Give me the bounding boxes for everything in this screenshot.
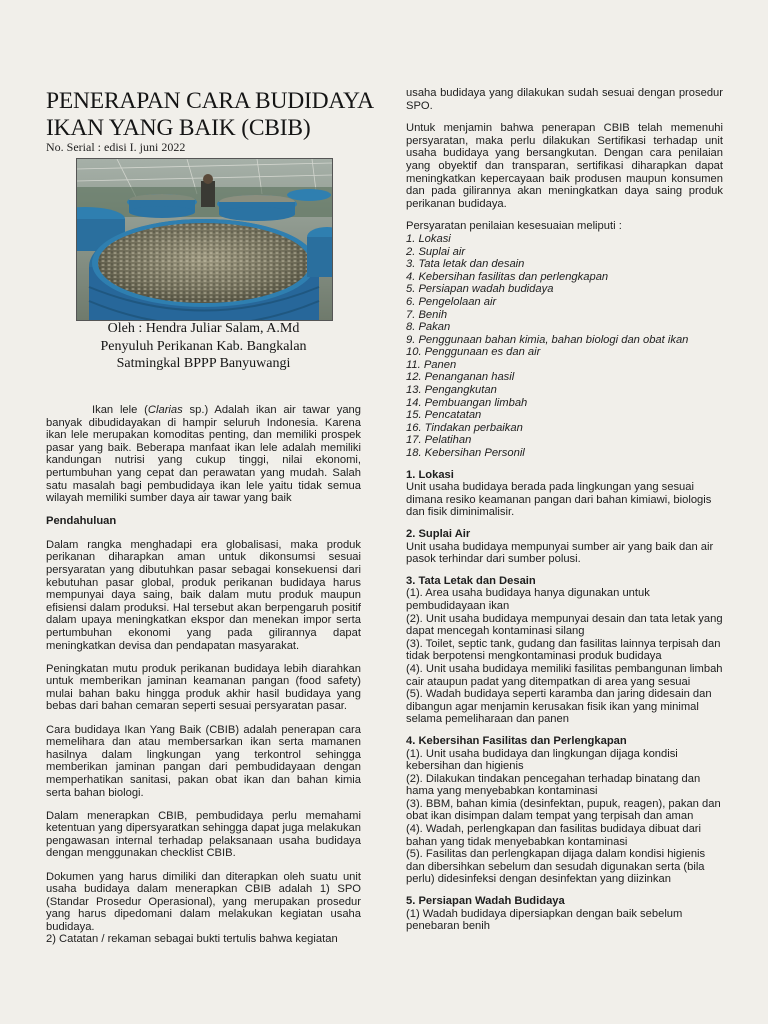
list-item: 10. Penggunaan es dan air (406, 346, 541, 359)
paragraph-text: 2) Catatan / rekaman sebagai bukti tertulis bahwa kegiatan (46, 933, 338, 946)
list-item: (4). Unit usaha budidaya memiliki fasilitas pembangunan limbah cair ataupun padat yang ditempatkan di area yang sesuai (406, 662, 723, 688)
right-column (406, 87, 723, 942)
list-item: 16. Tindakan perbaikan (406, 421, 523, 434)
list-item: (3). Toilet, septic tank, gudang dan fasilitas lainnya terpisah dan tidak berpotensi mengkontaminasi produk budidaya (406, 637, 721, 663)
list-item: 3. Tata letak dan desain (406, 258, 525, 271)
list-item: 2. Suplai air (406, 245, 466, 258)
section-heading: 1. Lokasi (406, 468, 454, 481)
list-item: (1). Unit usaha budidaya dan lingkungan dijaga kondisi kebersihan dan higienis (406, 747, 678, 773)
requirements-list (406, 233, 723, 460)
list-item: 7. Benih (406, 308, 448, 321)
paragraph-text: Dokumen yang harus dimiliki dan diterapkan oleh suatu unit usaha budidaya dalam menerapkan CBIB adalah 1) SPO (Standar Prosedur Operasional), yang merupakan prosedur yang harus dipedomani dalam melakukan kegiatan usaha budidaya. (46, 870, 361, 933)
list-item: 15. Pencatatan (406, 409, 482, 422)
list-item: 1. Lokasi (406, 232, 451, 245)
list-item: (5). Fasilitas dan perlengkapan dijaga dalam kondisi higienis dan dibersihkan sebelum dan sesudah digunakan serta (bila perlu) didesinfeksi dengan desinfektan yang diizinkan (406, 848, 706, 886)
intro-paragraph: Ikan lele (Clarias sp.) Adalah ikan air tawar yang banyak dibudidayakan di hampir seluruh Indonesia. Karena ikan lele merupakan komoditas penting, dan memiliki prospek pasar yang baik. Beberapa manfaat ikan lele adalah memiliki kandungan nutrisi yang cukup tinggi, nilai ekonomi, pertumbuhan yang cepat dan perawatan yang mudah. Salah satu masalah bagi pembudidaya ikan lele yaitu tidak semua wilayah memiliki sumber daya air tawar yang baik (46, 404, 361, 505)
list-item: (5). Wadah budidaya seperti karamba dan jaring didesain dan dibangun agar menjamin kerusakan fisik ikan yang minimal selama pemeliharaan dan panen (406, 688, 712, 726)
paragraph: Dalam rangka menghadapi era globalisasi, maka produk perikanan diharapkan aman untuk dikonsumsi sesuai persyaratan yang dibutuhkan pasar sebagai konsekuensi dari kebutuhan pasar global, produk perikanan budidaya harus mempunyai daya saing, baik dalam mutu produk maupun efisiensi dalam produksi. Hal tersebut akan berpengaruh positif dalam upaya meningkatkan ekspor dan menekan impor serta pertumbuhan ekonomi yang pada gilirannya dapat meningkatkan devisa dan pendapatan masyarakat. (46, 538, 361, 652)
left-column (46, 404, 361, 946)
section-tata-letak (406, 575, 723, 726)
author-role: Penyuluh Perikanan Kab. Bangkalan (100, 338, 307, 354)
list-item: 9. Penggunaan bahan kimia, bahan biologi dan obat ikan (406, 333, 689, 346)
list-item: (3). BBM, bahan kimia (desinfektan, pupuk, reagen), pakan dan obat ikan disimpan dalam tempat yang terpisah dan aman (406, 797, 721, 823)
article-title: PENERAPAN CARA BUDIDAYA IKAN YANG BAIK (CBIB) (46, 88, 373, 141)
author-block (76, 320, 331, 373)
serial-number: No. Serial : edisi I. juni 2022 (46, 140, 186, 154)
list-item: 6. Pengelolaan air (406, 295, 497, 308)
section-heading: 3. Tata Letak dan Desain (406, 574, 536, 587)
paragraph: usaha budidaya yang dilakukan sudah sesuai dengan prosedur SPO. (406, 87, 723, 112)
author-name: Oleh : Hendra Juliar Salam, A.Md (107, 321, 300, 336)
list-item: 8. Pakan (406, 321, 451, 334)
section-heading: 5. Persiapan Wadah Budidaya (406, 895, 565, 908)
paragraph: Peningkatan mutu produk perikanan budidaya lebih diarahkan untuk memberikan jaminan keamanan pangan (food safety) mulai bahan baku hingga produk akhir hasil budidaya yang bebas dari bahan cemaran seperti sesuai persyaratan pasar. (46, 662, 361, 713)
paragraph: Untuk menjamin bahwa penerapan CBIB telah memenuhi persyaratan, maka perlu dilakukan Sertifikasi terhadap unit usaha budidaya yang bersangkutan. Dengan cara penilaian yang obyektif dan transparan, sertifikasi diharapkan dapat meningkatkan kepercayaan baik produsen maupun konsumen dan pada gilirannya akan meningkatkan daya saing produk perikanan budidaya. (406, 122, 723, 210)
section-body: Unit usaha budidaya berada pada lingkungan yang sesuai dimana resiko keamanan pangan dari bahan kimiawi, biologis dan fisik diminimalisir. (406, 481, 712, 519)
section-heading-pendahuluan: Pendahuluan (46, 515, 117, 528)
section-heading: 4. Kebersihan Fasilitas dan Perlengkapan (406, 734, 627, 747)
section-heading: 2. Suplai Air (406, 528, 471, 540)
section-suplai-air (406, 528, 723, 566)
list-item: (2). Unit usaha budidaya mempunyai desain dan tata letak yang dapat mencegah kontaminasi silang (406, 612, 723, 638)
list-item: 4. Kebersihan fasilitas dan perlengkapan (406, 270, 609, 283)
list-item: (4). Wadah, perlengkapan dan fasilitas budidaya dibuat dari bahan yang tidak menyebabkan kontaminasi (406, 823, 701, 848)
author-affiliation: Satmingkal BPPP Banyuwangi (116, 356, 291, 371)
species-name: Clarias (147, 404, 183, 416)
list-item: (1). Area usaha budidaya hanya digunakan untuk pembudidayaan ikan (406, 587, 650, 612)
list-item: 12. Penanganan hasil (406, 371, 515, 384)
list-item: 14. Pembuangan limbah (406, 396, 528, 409)
section-persiapan-wadah (406, 895, 723, 933)
section-body: Unit usaha budidaya mempunyai sumber air yang baik dan air pasok terhindar dari sumber polusi. (406, 540, 714, 566)
list-item: 13. Pengangkutan (406, 384, 497, 397)
fish-farm-photo (76, 158, 333, 321)
section-kebersihan (406, 735, 723, 886)
paragraph (46, 871, 361, 947)
paragraph: Cara budidaya Ikan Yang Baik (CBIB) adalah penerapan cara memelihara dan atau membersarkan ikan serta mamanen hasilnya dalam lingkungan yang terkontrol sehingga memberikan jaminan pangan dari pembudidayaan dengan memperhatikan sanitasi, pakan obat ikan dan bahan kimia serta bahan biologi. (46, 723, 361, 799)
list-item: 18. Kebersihan Personil (406, 447, 525, 460)
list-item: 17. Pelatihan (406, 434, 472, 447)
section-lokasi (406, 469, 723, 519)
section-body: (1) Wadah budidaya dipersiapkan dengan baik sebelum penebaran benih (406, 907, 683, 933)
requirements-intro: Persyaratan penilaian kesesuaian meliputi : (406, 220, 622, 233)
list-item: 5. Persiapan wadah budidaya (406, 283, 554, 296)
paragraph: Dalam menerapkan CBIB, pembudidaya perlu memahami ketentuan yang dipersyaratkan sehingga dapat juga melakukan pengawasan internal terhadap pelaksanaan usaha budidaya dengan menggunakan checklist CBIB. (46, 809, 361, 860)
list-item: 11. Panen (406, 358, 457, 371)
list-item: (2). Dilakukan tindakan pencegahan terhadap binatang dan hama yang menyebabkan kontaminasi (406, 772, 701, 798)
